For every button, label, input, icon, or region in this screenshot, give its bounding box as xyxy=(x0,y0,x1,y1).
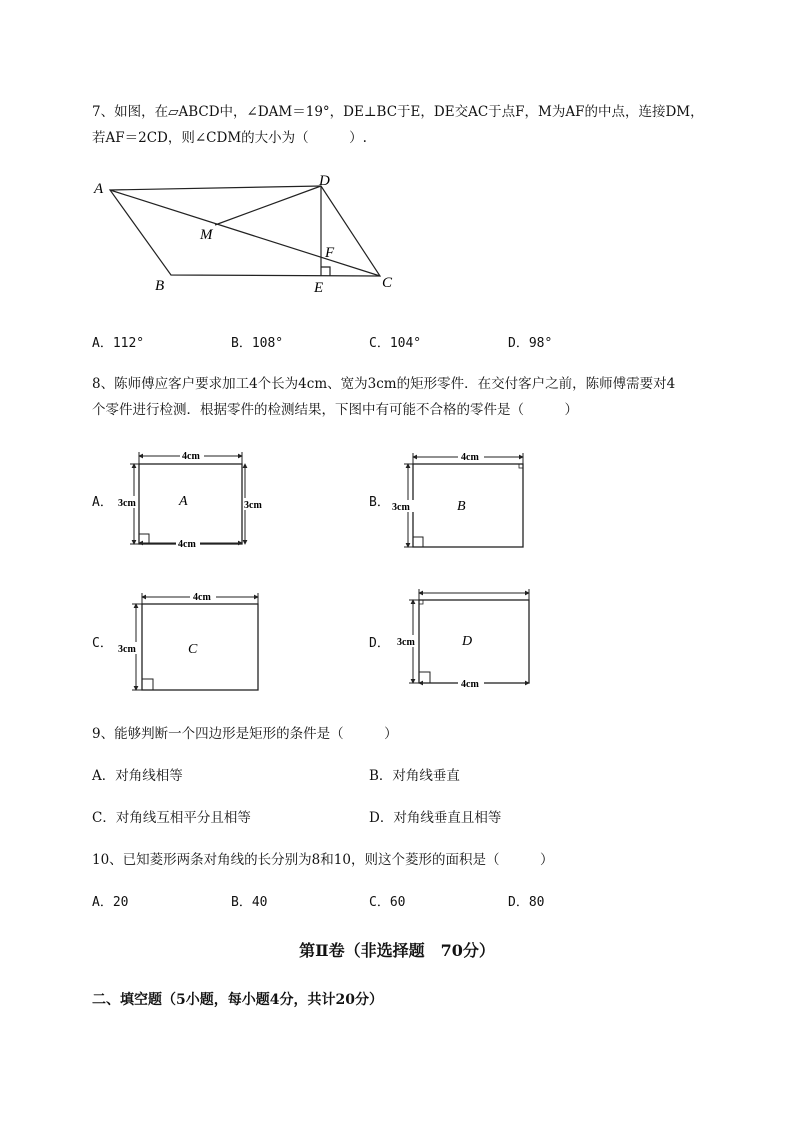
q8-figure-b xyxy=(388,448,538,553)
q10-option-c[interactable]: C．60 xyxy=(369,895,406,910)
q7-stem-line2: 若AF＝2CD，则∠CDM的大小为（ ）. xyxy=(92,130,367,146)
fig-c-letter: C xyxy=(188,642,198,657)
point-A-label: A xyxy=(94,181,104,197)
section-subtitle: 二、填空题（5小题，每小题4分，共计20分） xyxy=(92,992,383,1008)
point-F-label: F xyxy=(325,245,335,261)
fig-b-top-dim: 4cm xyxy=(461,452,479,463)
point-C-label: C xyxy=(382,275,393,291)
q7-option-c[interactable]: C．104° xyxy=(369,336,422,351)
q7-parallelogram-figure xyxy=(85,170,415,300)
q10-option-a[interactable]: A．20 xyxy=(92,895,129,910)
q9-option-b[interactable]: B．对角线垂直 xyxy=(369,768,460,784)
q10-stem: 10、已知菱形两条对角线的长分别为8和10，则这个菱形的面积是（ ） xyxy=(92,852,554,868)
fig-c-left-dim: 3cm xyxy=(118,644,136,655)
q9-stem: 9、能够判断一个四边形是矩形的条件是（ ） xyxy=(92,726,398,742)
q7-option-a[interactable]: A．112° xyxy=(92,336,145,351)
point-D-label: D xyxy=(319,173,330,189)
q9-option-c[interactable]: C．对角线互相平分且相等 xyxy=(92,810,251,826)
q8-figure-d xyxy=(392,585,542,695)
fig-d-left-dim: 3cm xyxy=(397,637,415,648)
q8-option-b[interactable]: B． xyxy=(369,495,390,510)
fig-a-left-dim: 3cm xyxy=(118,498,136,509)
point-B-label: B xyxy=(155,278,165,294)
q8-stem-line2: 个零件进行检测．根据零件的检测结果，下图中有可能不合格的零件是（ ） xyxy=(92,402,578,418)
fig-c-top-dim: 4cm xyxy=(193,592,211,603)
q8-option-a[interactable]: A． xyxy=(92,495,113,510)
q8-option-c[interactable]: C． xyxy=(92,636,113,651)
q10-option-b[interactable]: B．40 xyxy=(231,895,268,910)
section-title: 第Ⅱ卷（非选择题 70分） xyxy=(299,941,495,960)
q7-option-d[interactable]: D．98° xyxy=(508,336,553,351)
fig-b-left-dim: 3cm xyxy=(392,502,410,513)
fig-d-bottom-dim: 4cm xyxy=(461,679,479,690)
q8-option-d[interactable]: D． xyxy=(369,636,390,651)
q9-option-d[interactable]: D．对角线垂直且相等 xyxy=(369,810,502,826)
q8-stem-line1: 8、陈师傅应客户要求加工4个长为4cm、宽为3cm的矩形零件．在交付客户之前，陈师傅需要对4 xyxy=(92,376,676,392)
q8-figure-c xyxy=(112,588,272,696)
q7-stem-line1: 7、如图，在▱ABCD中，∠DAM＝19°，DE⊥BC于E，DE交AC于点F，M为AF的中点，连接DM， xyxy=(92,104,704,120)
fig-b-letter: B xyxy=(457,499,466,514)
q7-option-b[interactable]: B．108° xyxy=(231,336,284,351)
q8-figure-a xyxy=(110,448,280,553)
point-E-label: E xyxy=(314,280,324,296)
q10-option-d[interactable]: D．80 xyxy=(508,895,545,910)
point-M-label: M xyxy=(200,227,213,243)
q9-option-a[interactable]: A．对角线相等 xyxy=(92,768,183,784)
fig-a-top-dim: 4cm xyxy=(182,451,200,462)
fig-a-right-dim: 3cm xyxy=(244,500,262,511)
fig-a-letter: A xyxy=(179,494,188,509)
fig-a-bottom-dim: 4cm xyxy=(178,539,196,550)
fig-d-letter: D xyxy=(462,634,473,649)
